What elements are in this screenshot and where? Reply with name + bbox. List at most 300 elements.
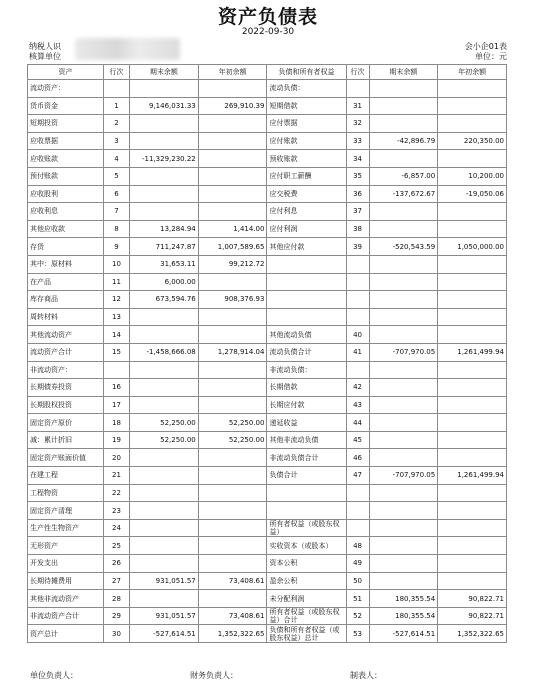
liability-row-no: 35 <box>346 167 369 185</box>
liability-end-balance <box>369 203 438 221</box>
asset-row-no: 27 <box>104 572 130 590</box>
table-row <box>28 607 507 625</box>
liability-row-no: 33 <box>346 132 369 150</box>
liability-name: 应付账款 <box>267 132 346 150</box>
liability-end-balance: -42,896.79 <box>369 132 438 150</box>
redacted-taxpayer-info <box>75 38 180 60</box>
liability-begin-balance: 1,352,322.65 <box>438 625 507 643</box>
asset-begin-balance <box>198 150 267 168</box>
liability-end-balance: -527,614.51 <box>369 625 438 643</box>
liability-end-balance <box>369 326 438 344</box>
asset-begin-balance: 1,414.00 <box>198 220 267 238</box>
liability-end-balance: -6,857.00 <box>369 167 438 185</box>
liability-begin-balance <box>438 203 507 221</box>
liability-row-no: 38 <box>346 220 369 238</box>
asset-row-no: 14 <box>104 326 130 344</box>
asset-begin-balance <box>198 80 267 98</box>
asset-begin-balance: 52,250.00 <box>198 431 267 449</box>
asset-row-no: 3 <box>104 132 130 150</box>
asset-row-no: 2 <box>104 115 130 133</box>
asset-row-no <box>104 80 130 98</box>
unit-head-label: 单位负责人： <box>30 671 78 680</box>
liability-row-no: 36 <box>346 185 369 203</box>
table-row <box>28 185 507 203</box>
asset-begin-balance <box>198 502 267 520</box>
asset-end-balance <box>130 590 199 608</box>
liability-begin-balance <box>438 431 507 449</box>
asset-begin-balance: 1,352,322.65 <box>198 625 267 643</box>
liability-row-no: 43 <box>346 396 369 414</box>
liability-name: 流动负债： <box>267 80 346 98</box>
taxpayer-id-label: 纳税人识 <box>29 42 61 51</box>
asset-name: 存货 <box>28 238 104 256</box>
liability-end-balance <box>369 255 438 273</box>
asset-name: 固定资产原价 <box>28 414 104 432</box>
asset-end-balance: 6,000.00 <box>130 273 199 291</box>
liability-end-balance <box>369 555 438 573</box>
asset-row-no: 1 <box>104 97 130 115</box>
liability-name: 所有者权益（或股东权益）合计 <box>267 607 346 625</box>
asset-end-balance <box>130 396 199 414</box>
asset-end-balance <box>130 308 199 326</box>
asset-name: 固定资产清理 <box>28 502 104 520</box>
asset-row-no: 11 <box>104 273 130 291</box>
liability-end-balance: 180,355.54 <box>369 607 438 625</box>
asset-begin-balance <box>198 167 267 185</box>
asset-name: 其他应收款 <box>28 220 104 238</box>
liability-begin-balance <box>438 555 507 573</box>
asset-row-no: 29 <box>104 607 130 625</box>
asset-begin-balance: 52,250.00 <box>198 414 267 432</box>
liability-row-no <box>346 291 369 309</box>
table-row <box>28 167 507 185</box>
asset-name: 其他流动资产 <box>28 326 104 344</box>
asset-name: 无形资产 <box>28 537 104 555</box>
liability-name: 应付利息 <box>267 203 346 221</box>
liability-begin-balance <box>438 273 507 291</box>
liability-name: 应交税费 <box>267 185 346 203</box>
liability-begin-balance: -19,050.06 <box>438 185 507 203</box>
asset-begin-balance: 1,278,914.04 <box>198 343 267 361</box>
asset-row-no: 6 <box>104 185 130 203</box>
liability-begin-balance <box>438 150 507 168</box>
asset-end-balance: -11,329,230.22 <box>130 150 199 168</box>
asset-name: 工程物资 <box>28 484 104 502</box>
table-row <box>28 273 507 291</box>
asset-begin-balance <box>198 132 267 150</box>
table-row <box>28 80 507 98</box>
asset-end-balance: 931,051.57 <box>130 607 199 625</box>
col-header-begin-balance-2: 年初余额 <box>438 65 507 80</box>
asset-end-balance: -1,458,666.08 <box>130 343 199 361</box>
table-row <box>28 326 507 344</box>
asset-row-no: 26 <box>104 555 130 573</box>
asset-name: 在建工程 <box>28 467 104 485</box>
liability-begin-balance <box>438 97 507 115</box>
liability-begin-balance <box>438 115 507 133</box>
table-row <box>28 467 507 485</box>
liability-row-no: 39 <box>346 238 369 256</box>
asset-name: 预付账款 <box>28 167 104 185</box>
liability-name <box>267 502 346 520</box>
liability-begin-balance <box>438 484 507 502</box>
asset-name: 非流动资产： <box>28 361 104 379</box>
table-row <box>28 449 507 467</box>
asset-name: 其他非流动资产 <box>28 590 104 608</box>
liability-row-no: 34 <box>346 150 369 168</box>
asset-begin-balance: 269,910.39 <box>198 97 267 115</box>
liability-end-balance <box>369 519 438 537</box>
asset-name: 非流动资产合计 <box>28 607 104 625</box>
liability-name: 长期借款 <box>267 379 346 397</box>
asset-begin-balance: 1,007,589.65 <box>198 238 267 256</box>
liability-name: 应付票据 <box>267 115 346 133</box>
asset-begin-balance: 908,376.93 <box>198 291 267 309</box>
asset-begin-balance: 73,408.61 <box>198 572 267 590</box>
asset-name: 货币资金 <box>28 97 104 115</box>
liability-end-balance <box>369 80 438 98</box>
liability-end-balance <box>369 115 438 133</box>
liability-begin-balance <box>438 255 507 273</box>
liability-end-balance <box>369 414 438 432</box>
liability-row-no: 47 <box>346 467 369 485</box>
table-row <box>28 590 507 608</box>
asset-begin-balance <box>198 555 267 573</box>
liability-end-balance <box>369 572 438 590</box>
asset-name: 长期股权投资 <box>28 396 104 414</box>
asset-end-balance <box>130 519 199 537</box>
asset-begin-balance <box>198 537 267 555</box>
asset-row-no: 20 <box>104 449 130 467</box>
finance-head-label: 财务负责人： <box>190 671 238 680</box>
table-header-row <box>28 65 507 80</box>
liability-end-balance <box>369 431 438 449</box>
currency-unit: 单位：元 <box>475 52 507 61</box>
liability-begin-balance <box>438 449 507 467</box>
liability-end-balance <box>369 291 438 309</box>
col-header-row-no: 行次 <box>104 65 130 80</box>
report-title: 资产负债表 <box>217 6 318 28</box>
liability-end-balance <box>369 484 438 502</box>
liability-name: 流动负债合计 <box>267 343 346 361</box>
table-row <box>28 555 507 573</box>
asset-begin-balance <box>198 203 267 221</box>
asset-begin-balance <box>198 308 267 326</box>
asset-name: 固定资产账面价值 <box>28 449 104 467</box>
liability-row-no: 51 <box>346 590 369 608</box>
asset-end-balance <box>130 484 199 502</box>
asset-end-balance <box>130 555 199 573</box>
liability-begin-balance <box>438 414 507 432</box>
liability-row-no: 52 <box>346 607 369 625</box>
asset-row-no: 23 <box>104 502 130 520</box>
table-row <box>28 484 507 502</box>
asset-name: 库存商品 <box>28 291 104 309</box>
asset-name: 应收利息 <box>28 203 104 221</box>
liability-end-balance: -707,970.05 <box>369 467 438 485</box>
liability-row-no <box>346 255 369 273</box>
asset-row-no: 10 <box>104 255 130 273</box>
asset-row-no: 9 <box>104 238 130 256</box>
asset-end-balance: 13,284.94 <box>130 220 199 238</box>
asset-row-no: 24 <box>104 519 130 537</box>
liability-name: 递延收益 <box>267 414 346 432</box>
asset-row-no: 25 <box>104 537 130 555</box>
asset-row-no: 30 <box>104 625 130 643</box>
asset-row-no: 8 <box>104 220 130 238</box>
asset-name: 其中：原材料 <box>28 255 104 273</box>
liability-name: 所有者权益（或股东权益） <box>267 519 346 537</box>
asset-end-balance <box>130 132 199 150</box>
asset-end-balance: 52,250.00 <box>130 431 199 449</box>
liability-row-no <box>346 484 369 502</box>
asset-row-no: 13 <box>104 308 130 326</box>
liability-row-no: 40 <box>346 326 369 344</box>
table-row <box>28 379 507 397</box>
liability-begin-balance <box>438 537 507 555</box>
asset-begin-balance <box>198 449 267 467</box>
liability-name: 资本公积 <box>267 555 346 573</box>
asset-begin-balance: 99,212.72 <box>198 255 267 273</box>
asset-row-no <box>104 361 130 379</box>
asset-name: 应收股利 <box>28 185 104 203</box>
asset-name: 生产性生物资产 <box>28 519 104 537</box>
asset-end-balance: 9,146,031.33 <box>130 97 199 115</box>
liability-row-no <box>346 80 369 98</box>
preparer-label: 制表人： <box>350 671 382 680</box>
col-header-begin-balance: 年初余额 <box>198 65 267 80</box>
liability-row-no: 50 <box>346 572 369 590</box>
liability-row-no: 45 <box>346 431 369 449</box>
liability-begin-balance: 1,261,499.94 <box>438 343 507 361</box>
liability-name: 非流动负债合计 <box>267 449 346 467</box>
liability-end-balance <box>369 150 438 168</box>
liability-begin-balance: 10,200.00 <box>438 167 507 185</box>
asset-begin-balance <box>198 467 267 485</box>
form-code: 会小企01表 <box>464 42 507 51</box>
liability-row-no: 42 <box>346 379 369 397</box>
liability-name: 其他应付款 <box>267 238 346 256</box>
liability-end-balance <box>369 361 438 379</box>
asset-begin-balance <box>198 115 267 133</box>
asset-end-balance: 52,250.00 <box>130 414 199 432</box>
liability-begin-balance <box>438 379 507 397</box>
table-row <box>28 414 507 432</box>
asset-end-balance <box>130 502 199 520</box>
table-row <box>28 291 507 309</box>
asset-row-no: 19 <box>104 431 130 449</box>
asset-end-balance <box>130 449 199 467</box>
table-row <box>28 572 507 590</box>
asset-row-no: 7 <box>104 203 130 221</box>
liability-name: 非流动负债： <box>267 361 346 379</box>
liability-end-balance <box>369 273 438 291</box>
liability-begin-balance: 220,350.00 <box>438 132 507 150</box>
asset-row-no: 15 <box>104 343 130 361</box>
report-date: 2022-09-30 <box>241 27 295 37</box>
liability-name: 应付利润 <box>267 220 346 238</box>
liability-row-no: 32 <box>346 115 369 133</box>
asset-end-balance <box>130 467 199 485</box>
table-row <box>28 150 507 168</box>
table-row <box>28 132 507 150</box>
asset-end-balance <box>130 537 199 555</box>
asset-begin-balance <box>198 273 267 291</box>
asset-row-no: 17 <box>104 396 130 414</box>
asset-begin-balance <box>198 361 267 379</box>
liability-row-no: 44 <box>346 414 369 432</box>
col-header-end-balance-2: 期末余额 <box>369 65 438 80</box>
liability-name: 实收资本（或股本） <box>267 537 346 555</box>
liability-end-balance: -520,543.59 <box>369 238 438 256</box>
liability-row-no: 41 <box>346 343 369 361</box>
liability-begin-balance <box>438 361 507 379</box>
liability-end-balance: -137,672.67 <box>369 185 438 203</box>
liability-begin-balance <box>438 396 507 414</box>
liability-end-balance <box>369 220 438 238</box>
asset-end-balance <box>130 80 199 98</box>
asset-row-no: 16 <box>104 379 130 397</box>
asset-begin-balance <box>198 590 267 608</box>
liability-end-balance <box>369 308 438 326</box>
liability-begin-balance: 1,050,000.00 <box>438 238 507 256</box>
balance-sheet-table <box>27 64 507 643</box>
liability-end-balance <box>369 449 438 467</box>
asset-name: 应收票据 <box>28 132 104 150</box>
asset-name: 长期待摊费用 <box>28 572 104 590</box>
asset-end-balance <box>130 167 199 185</box>
liability-name <box>267 308 346 326</box>
asset-begin-balance <box>198 519 267 537</box>
asset-row-no: 22 <box>104 484 130 502</box>
liability-begin-balance <box>438 220 507 238</box>
liability-begin-balance <box>438 308 507 326</box>
asset-name: 应收账款 <box>28 150 104 168</box>
asset-name: 资产总计 <box>28 625 104 643</box>
col-header-liabilities-equity: 负债和所有者权益 <box>267 65 346 80</box>
table-row <box>28 625 507 643</box>
table-row <box>28 97 507 115</box>
asset-name: 减：累计折旧 <box>28 431 104 449</box>
liability-name: 负债和所有者权益（或股东权益）总计 <box>267 625 346 643</box>
asset-end-balance: -527,614.51 <box>130 625 199 643</box>
liability-end-balance <box>369 97 438 115</box>
table-row <box>28 361 507 379</box>
liability-row-no <box>346 308 369 326</box>
asset-end-balance <box>130 203 199 221</box>
liability-row-no: 46 <box>346 449 369 467</box>
liability-name <box>267 291 346 309</box>
liability-begin-balance <box>438 80 507 98</box>
liability-row-no <box>346 273 369 291</box>
table-row <box>28 255 507 273</box>
liability-row-no: 37 <box>346 203 369 221</box>
liability-name: 应付职工薪酬 <box>267 167 346 185</box>
liability-row-no <box>346 361 369 379</box>
liability-row-no: 48 <box>346 537 369 555</box>
asset-end-balance: 711,247.87 <box>130 238 199 256</box>
asset-row-no: 21 <box>104 467 130 485</box>
asset-row-no: 28 <box>104 590 130 608</box>
table-row <box>28 238 507 256</box>
liability-end-balance <box>369 502 438 520</box>
liability-name <box>267 255 346 273</box>
liability-name: 盈余公积 <box>267 572 346 590</box>
liability-end-balance: 180,355.54 <box>369 590 438 608</box>
table-row <box>28 431 507 449</box>
asset-end-balance <box>130 115 199 133</box>
asset-end-balance <box>130 185 199 203</box>
liability-end-balance: -707,970.05 <box>369 343 438 361</box>
liability-end-balance <box>369 537 438 555</box>
liability-name: 负债合计 <box>267 467 346 485</box>
asset-end-balance <box>130 326 199 344</box>
liability-begin-balance: 1,261,499.94 <box>438 467 507 485</box>
asset-begin-balance <box>198 326 267 344</box>
liability-row-no: 49 <box>346 555 369 573</box>
asset-end-balance: 673,594.76 <box>130 291 199 309</box>
liability-row-no: 31 <box>346 97 369 115</box>
asset-row-no: 18 <box>104 414 130 432</box>
asset-name: 流动资产合计 <box>28 343 104 361</box>
col-header-assets: 资产 <box>28 65 104 80</box>
liability-name: 长期应付款 <box>267 396 346 414</box>
table-row <box>28 220 507 238</box>
asset-end-balance: 31,653.11 <box>130 255 199 273</box>
asset-end-balance <box>130 379 199 397</box>
liability-begin-balance <box>438 519 507 537</box>
asset-name: 短期投资 <box>28 115 104 133</box>
table-row <box>28 308 507 326</box>
liability-name: 预收账款 <box>267 150 346 168</box>
liability-end-balance <box>369 396 438 414</box>
asset-name: 周转材料 <box>28 308 104 326</box>
liability-name: 短期借款 <box>267 97 346 115</box>
asset-end-balance <box>130 361 199 379</box>
col-header-end-balance: 期末余额 <box>130 65 199 80</box>
asset-row-no: 4 <box>104 150 130 168</box>
asset-end-balance: 931,051.57 <box>130 572 199 590</box>
liability-name <box>267 484 346 502</box>
asset-row-no: 12 <box>104 291 130 309</box>
liability-row-no <box>346 502 369 520</box>
table-row <box>28 203 507 221</box>
asset-begin-balance <box>198 484 267 502</box>
asset-name: 长期债券投资 <box>28 379 104 397</box>
liability-row-no <box>346 519 369 537</box>
asset-begin-balance: 73,408.61 <box>198 607 267 625</box>
asset-begin-balance <box>198 379 267 397</box>
table-row <box>28 115 507 133</box>
liability-name: 未分配利润 <box>267 590 346 608</box>
table-row <box>28 537 507 555</box>
table-row <box>28 396 507 414</box>
liability-end-balance <box>369 379 438 397</box>
liability-begin-balance <box>438 326 507 344</box>
liability-begin-balance <box>438 291 507 309</box>
table-row <box>28 502 507 520</box>
liability-name: 其他流动负债 <box>267 326 346 344</box>
col-header-row-no-2: 行次 <box>346 65 369 80</box>
liability-begin-balance <box>438 502 507 520</box>
asset-row-no: 5 <box>104 167 130 185</box>
liability-begin-balance: 90,822.71 <box>438 590 507 608</box>
table-row <box>28 343 507 361</box>
asset-begin-balance <box>198 396 267 414</box>
accounting-unit-label: 核算单位 <box>29 52 61 61</box>
liability-name: 其他非流动负债 <box>267 431 346 449</box>
liability-begin-balance: 90,822.71 <box>438 607 507 625</box>
